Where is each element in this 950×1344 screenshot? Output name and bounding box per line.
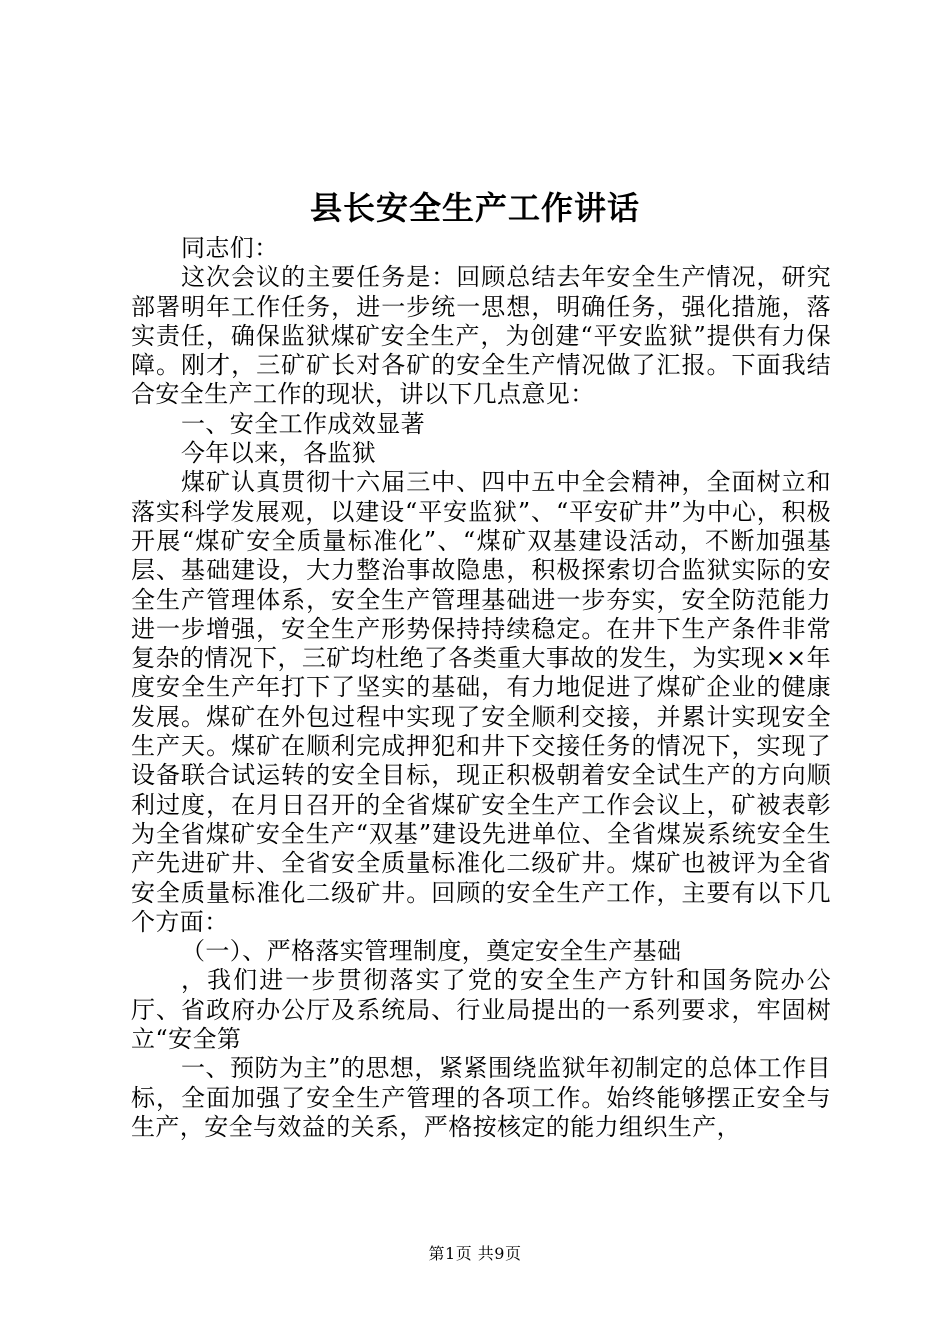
section-heading-1: 一、安全工作成效显著 [181, 409, 425, 438]
subsection-heading-1: （一）、严格落实管理制度，奠定安全生产基础 [181, 937, 682, 966]
document-body [131, 234, 831, 1142]
paragraph-this-year: 今年以来，各监狱 [181, 439, 377, 468]
document-title: 县长安全生产工作讲话 [309, 189, 640, 227]
paragraph-intro: 这次会议的主要任务是：回顾总结去年安全生产情况，研究部署明年工作任务，进一步统一思想，明确任务，强化措施，落实责任，确保监狱煤矿安全生产，为创建“平安监狱”提供有力保障。刚才，三矿矿长对各矿的安全生产情况做了汇报。下面我结合安全生产工作的现状，讲以下几点意见： [131, 263, 831, 409]
paragraph-achievements: 煤矿认真贯彻十六届三中、四中五中全会精神，全面树立和落实科学发展观，以建设“平安监狱”、“平安矿井”为中心，积极开展“煤矿安全质量标准化”、“煤矿双基建设活动，不断加强基层、基础建设，大力整治事故隐患，积极探索切合监狱实际的安全生产管理体系，安全生产管理基础进一步夯实，安全防范能力进一步增强，安全生产形势保持持续稳定。在井下生产条件非常复杂的情况下，三矿均杜绝了各类重大事故的发生，为实现××年度安全生产年打下了坚实的基础，有力地促进了煤矿企业的健康发展。煤矿在外包过程中实现了安全顺利交接，并累计实现安全生产天。煤矿在顺利完成押犯和井下交接任务的情况下，实现了设备联合试运转的安全目标，现正积极朝着安全试生产的方向顺利过度，在月日召开的全省煤矿安全生产工作会议上，矿被表彰为全省煤矿安全生产“双基”建设先进单位、全省煤炭系统安全生产先进矿井、全省安全质量标准化二级矿井。煤矿也被评为全省安全质量标准化二级矿井。回顾的安全生产工作，主要有以下几个方面： [131, 468, 831, 936]
paragraph-policy: ，我们进一步贯彻落实了党的安全生产方针和国务院办公厅、省政府办公厅及系统局、行业局提出的一系列要求，牢固树立“安全第 [131, 966, 831, 1054]
page-number-footer: 第1页 共9页 [428, 1244, 522, 1263]
paragraph-prevention: 一、预防为主”的思想，紧紧围绕监狱年初制定的总体工作目标，全面加强了安全生产管理的各项工作。始终能够摆正安全与生产，安全与效益的关系，严格按核定的能力组织生产， [131, 1054, 831, 1141]
paragraph-salutation: 同志们： [181, 234, 279, 262]
